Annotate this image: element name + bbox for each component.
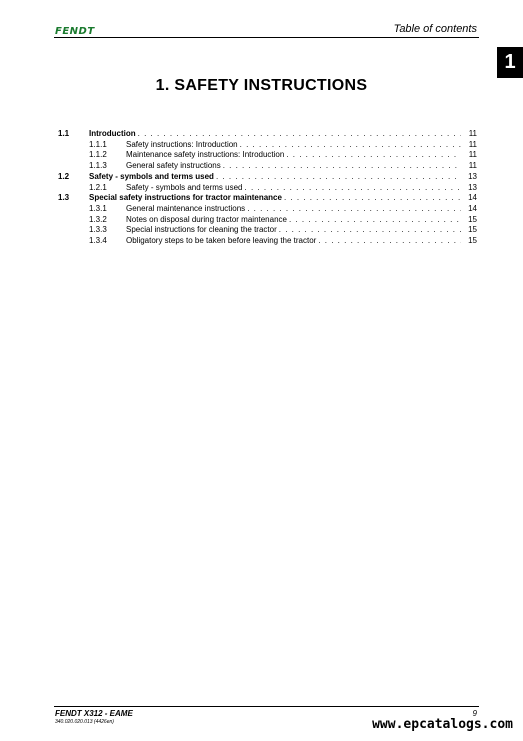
toc-entry-number: 1.3.4 xyxy=(89,236,107,246)
toc-subsection-entry[interactable] xyxy=(58,183,477,194)
header-divider xyxy=(54,37,479,38)
toc-dot-leader xyxy=(223,161,461,172)
toc-entry-number: 1.1.1 xyxy=(89,139,107,149)
toc-entry-page: 11 xyxy=(468,139,477,149)
toc-entry-title: Safety instructions: Introduction xyxy=(126,139,238,149)
toc-section-entry[interactable] xyxy=(58,193,477,204)
toc-entry-title: Obligatory steps to be taken before leaving the tractor xyxy=(126,236,317,246)
toc-entry-number: 1.2 xyxy=(58,171,70,181)
toc-entry-page: 11 xyxy=(468,150,477,160)
toc-entry-page: 14 xyxy=(468,203,477,213)
toc-entry-page: 13 xyxy=(468,171,477,181)
toc-entry-number: 1.1 xyxy=(58,129,70,138)
table-of-contents xyxy=(58,129,477,247)
toc-dot-leader xyxy=(289,215,461,226)
toc-subsection-entry[interactable] xyxy=(58,204,477,215)
toc-subsection-entry[interactable] xyxy=(58,150,477,161)
toc-entry-title: Maintenance safety instructions: Introduction xyxy=(126,150,285,160)
toc-section-entry[interactable] xyxy=(58,129,477,140)
toc-entry-page: 11 xyxy=(468,161,477,171)
header-title: Table of contents xyxy=(393,23,477,35)
toc-entry-title: General maintenance instructions xyxy=(126,203,246,213)
toc-entry-title: Special instructions for cleaning the tractor xyxy=(126,225,277,235)
toc-dot-leader xyxy=(138,129,461,140)
chapter-tab-label: 1 xyxy=(504,51,516,73)
toc-entry-number: 1.2.1 xyxy=(89,182,107,192)
toc-entry-title: Safety - symbols and terms used xyxy=(126,182,243,192)
toc-dot-leader xyxy=(284,193,461,204)
toc-subsection-entry[interactable] xyxy=(58,225,477,236)
toc-subsection-entry[interactable] xyxy=(58,236,477,247)
toc-entry-number: 1.3.1 xyxy=(89,203,107,213)
page-number: 9 xyxy=(472,709,477,718)
toc-section-entry[interactable] xyxy=(58,172,477,183)
toc-entry-page: 15 xyxy=(468,236,477,246)
toc-entry-number: 1.1.2 xyxy=(89,150,107,160)
toc-entry-title: Notes on disposal during tractor maintenance xyxy=(126,214,287,224)
toc-subsection-entry[interactable] xyxy=(58,161,477,172)
toc-entry-number: 1.3 xyxy=(58,193,70,203)
toc-entry-page: 11 xyxy=(468,129,477,138)
toc-entry-number: 1.3.3 xyxy=(89,225,107,235)
toc-entry-page: 13 xyxy=(468,182,477,192)
fendt-logo: FENDT xyxy=(55,26,95,37)
toc-entry-title: Special safety instructions for tractor maintenance xyxy=(89,193,282,203)
toc-entry-title: General safety instructions xyxy=(126,161,221,171)
toc-dot-leader xyxy=(247,204,461,215)
footer-document-code: 340.020.020.013 (4426en) xyxy=(55,719,114,725)
chapter-tab xyxy=(497,47,523,78)
toc-entry-title: Introduction xyxy=(89,129,136,138)
toc-dot-leader xyxy=(279,225,461,236)
toc-entry-page: 15 xyxy=(468,225,477,235)
toc-subsection-entry[interactable] xyxy=(58,140,477,151)
toc-dot-leader xyxy=(216,172,461,183)
toc-entry-page: 15 xyxy=(468,214,477,224)
watermark: www.epcatalogs.com xyxy=(372,717,513,732)
footer-divider xyxy=(54,706,479,707)
toc-dot-leader xyxy=(245,183,462,194)
chapter-title: 1. SAFETY INSTRUCTIONS xyxy=(155,77,368,94)
toc-dot-leader xyxy=(286,150,461,161)
footer-model: FENDT X312 - EAME xyxy=(55,709,133,718)
toc-subsection-entry[interactable] xyxy=(58,215,477,226)
toc-entry-number: 1.1.3 xyxy=(89,161,107,171)
toc-entry-page: 14 xyxy=(468,193,477,203)
toc-dot-leader xyxy=(240,140,461,151)
toc-entry-title: Safety - symbols and terms used xyxy=(89,171,214,181)
toc-entry-number: 1.3.2 xyxy=(89,214,107,224)
toc-dot-leader xyxy=(318,236,461,247)
